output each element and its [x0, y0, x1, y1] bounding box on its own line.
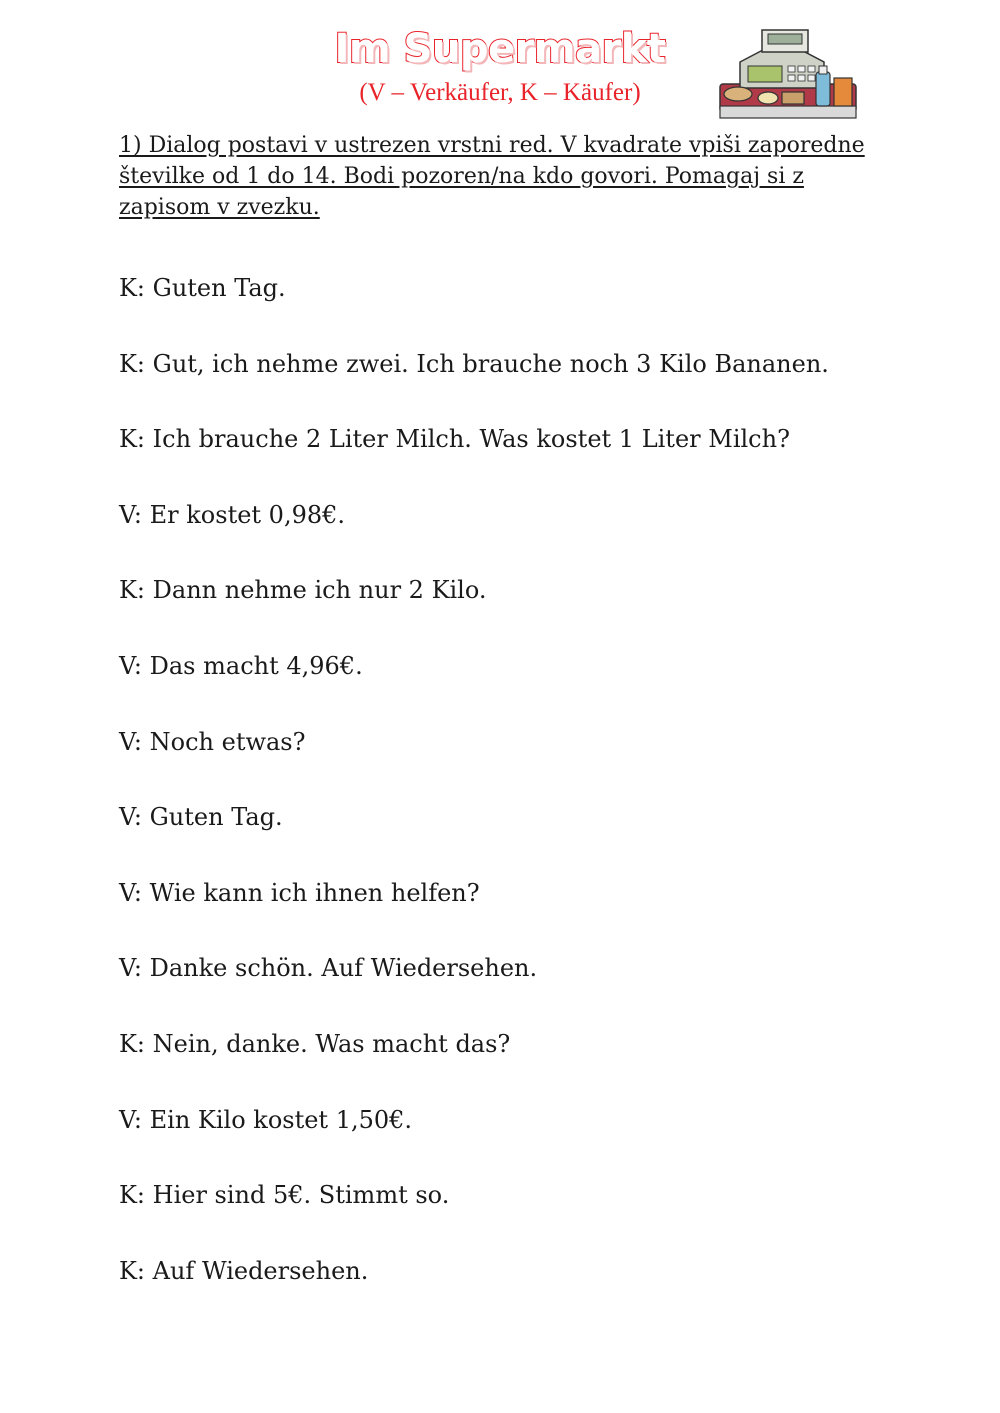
dialog-line: V: Er kostet 0,98€. [119, 500, 346, 529]
dialog-line: V: Wie kann ich ihnen helfen? [119, 878, 480, 907]
dialog-line: K: Guten Tag. [119, 274, 286, 302]
page-subtitle: (V – Verkäufer, K – Käufer) [359, 79, 641, 106]
dialog-line: K: Hier sind 5€. Stimmt so. [119, 1181, 450, 1210]
dialog-line: V: Danke schön. Auf Wiedersehen. [119, 954, 538, 983]
dialog-list [119, 268, 939, 1326]
page-title: Im Supermarkt [334, 26, 666, 72]
dialog-line: K: Ich brauche 2 Liter Milch. Was kostet 1 Liter Milch? [119, 425, 790, 454]
dialog-line: K: Gut, ich nehme zwei. Ich brauche noch 3 Kilo Bananen. [119, 349, 829, 378]
cash-register-icon [712, 22, 862, 126]
dialog-line: V: Ein Kilo kostet 1,50€. [119, 1105, 413, 1134]
dialog-line: V: Guten Tag. [119, 803, 283, 832]
dialog-line: V: Noch etwas? [119, 727, 306, 756]
task-instructions: 1) Dialog postavi v ustrezen vrstni red. V kvadrate vpiši zaporedne številke od 1 do 14. Bodi pozoren/na kdo govori. Pomagaj si z zapisom v zvezku. [119, 133, 865, 220]
dialog-line: K: Auf Wiedersehen. [119, 1256, 369, 1285]
dialog-line: V: Das macht 4,96€. [119, 651, 363, 680]
dialog-line: K: Nein, danke. Was macht das? [119, 1029, 511, 1058]
dialog-line: K: Dann nehme ich nur 2 Kilo. [119, 576, 487, 605]
